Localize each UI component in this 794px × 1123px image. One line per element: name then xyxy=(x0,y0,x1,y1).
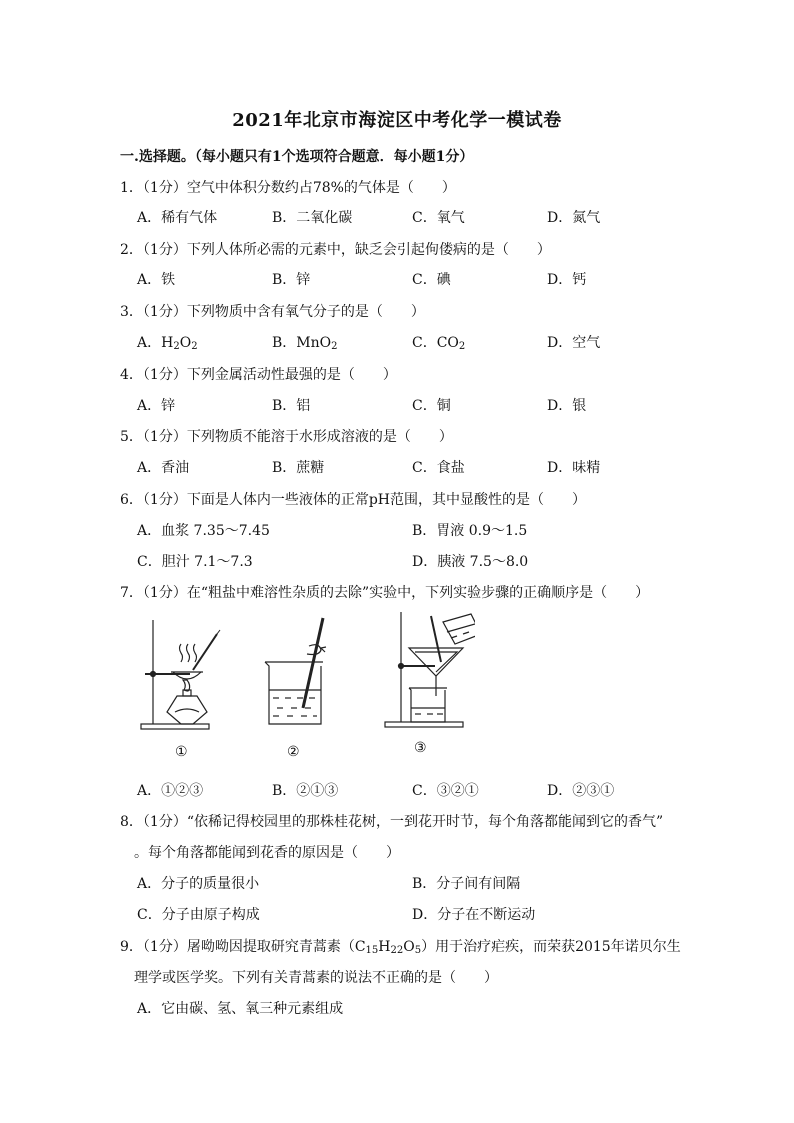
formula-subscript: 5 xyxy=(414,945,422,956)
section-heading: 一.选择题。（每小题只有1个选项符合题意．每小题1分） xyxy=(120,149,474,165)
figure-label-1: ① xyxy=(175,744,188,760)
option-a: A．它由碳、氢、氧三种元素组成 xyxy=(137,1001,344,1017)
formula-text: O xyxy=(403,939,415,955)
question-1-options xyxy=(137,207,737,227)
option-d: D．银 xyxy=(547,398,587,414)
option-c: C．胆汁 7.1～7.3 xyxy=(137,554,253,570)
question-6-stem: 6．（1分）下面是人体内一些液体的正常pH范围，其中显酸性的是（ ） xyxy=(120,492,586,508)
formula-subscript: 2 xyxy=(458,341,466,352)
option-b: B．二氧化碳 xyxy=(272,210,353,226)
question-7-options xyxy=(137,780,737,800)
formula-subscript: 2 xyxy=(173,341,180,352)
option-a: A．血浆 7.35～7.45 xyxy=(137,523,270,539)
question-9-options xyxy=(137,998,737,1018)
question-4-options xyxy=(137,395,737,415)
option-d: D．味精 xyxy=(547,460,601,476)
dissolving-apparatus xyxy=(265,618,326,724)
question-9-stem-cont: 理学或医学奖。下列有关青蒿素的说法不正确的是（ ） xyxy=(134,970,498,986)
question-9-stem xyxy=(120,936,681,956)
option-a: A．锌 xyxy=(137,398,176,414)
stem-text: ）用于治疗疟疾，而荣获2015年诺贝尔生 xyxy=(421,939,681,955)
option-a: A．①②③ xyxy=(137,783,204,799)
stem-text: 9．（1分）屠呦呦因提取研究青蒿素（C xyxy=(120,939,366,955)
question-3-stem: 3．（1分）下列物质中含有氧气分子的是（ ） xyxy=(120,304,425,320)
option-b: B．胃液 0.9～1.5 xyxy=(412,523,528,539)
option-b: B．蔗糖 xyxy=(272,460,325,476)
question-3-options xyxy=(137,332,737,352)
formula-text: B．MnO xyxy=(272,335,332,351)
question-7-stem: 7．（1分）在“粗盐中难溶性杂质的去除”实验中，下列实验步骤的正确顺序是（ ） xyxy=(120,585,650,601)
question-6-options-row1 xyxy=(137,520,737,540)
option-b: B．铝 xyxy=(272,398,311,414)
formula-text: A．H xyxy=(137,335,174,351)
evaporation-apparatus xyxy=(141,620,220,729)
question-2-options xyxy=(137,269,737,289)
option-c: C．氧气 xyxy=(412,210,465,226)
option-c: C．③②① xyxy=(412,783,479,799)
formula-subscript: 2 xyxy=(331,341,338,352)
option-d: D．分子在不断运动 xyxy=(412,907,536,923)
option-d: D．氮气 xyxy=(547,210,601,226)
option-d: D．②③① xyxy=(547,783,615,799)
question-8-options-row2 xyxy=(137,904,737,924)
option-c: C．碘 xyxy=(412,272,451,288)
filtration-apparatus xyxy=(385,612,475,727)
formula-text: C．CO xyxy=(412,335,459,351)
formula-text: O xyxy=(179,335,192,351)
question-8-stem-cont: 。每个角落都能闻到花香的原因是（ ） xyxy=(134,845,400,861)
option-a: A．分子的质量很小 xyxy=(137,876,260,892)
option-a: A．香油 xyxy=(137,460,190,476)
option-d: D．空气 xyxy=(547,335,601,351)
formula-subscript: 15 xyxy=(365,945,379,956)
option-c: C．铜 xyxy=(412,398,451,414)
option-c xyxy=(412,332,465,352)
option-b: B．分子间有间隔 xyxy=(412,876,521,892)
figure-label-3: ③ xyxy=(414,740,427,756)
question-1-stem: 1．（1分）空气中体积分数约占78%的气体是（ ） xyxy=(120,180,456,196)
option-a xyxy=(137,332,198,352)
question-4-stem: 4．（1分）下列金属活动性最强的是（ ） xyxy=(120,367,397,383)
question-5-stem: 5．（1分）下列物质不能溶于水形成溶液的是（ ） xyxy=(120,429,453,445)
option-a: A．铁 xyxy=(137,272,176,288)
option-b xyxy=(272,332,338,352)
figure-label-2: ② xyxy=(287,744,300,760)
formula-subscript: 22 xyxy=(390,945,404,956)
formula-text: H xyxy=(378,939,391,955)
option-d: D．胰液 7.5～8.0 xyxy=(412,554,529,570)
formula-subscript: 2 xyxy=(191,341,198,352)
option-a: A．稀有气体 xyxy=(137,210,218,226)
exam-title: 2021年北京市海淀区中考化学一模试卷 xyxy=(232,110,562,131)
question-5-options xyxy=(137,457,737,477)
question-8-options-row1 xyxy=(137,873,737,893)
option-c: C．食盐 xyxy=(412,460,465,476)
experiment-figures xyxy=(135,612,475,772)
question-2-stem: 2．（1分）下列人体所必需的元素中，缺乏会引起佝偻病的是（ ） xyxy=(120,242,551,258)
option-d: D．钙 xyxy=(547,272,587,288)
option-b: B．②①③ xyxy=(272,783,339,799)
option-c: C．分子由原子构成 xyxy=(137,907,260,923)
question-6-options-row2 xyxy=(137,551,737,571)
option-b: B．锌 xyxy=(272,272,311,288)
question-8-stem: 8．（1分）“依稀记得校园里的那株桂花树，一到花开时节，每个角落都能闻到它的香气” xyxy=(120,814,664,830)
